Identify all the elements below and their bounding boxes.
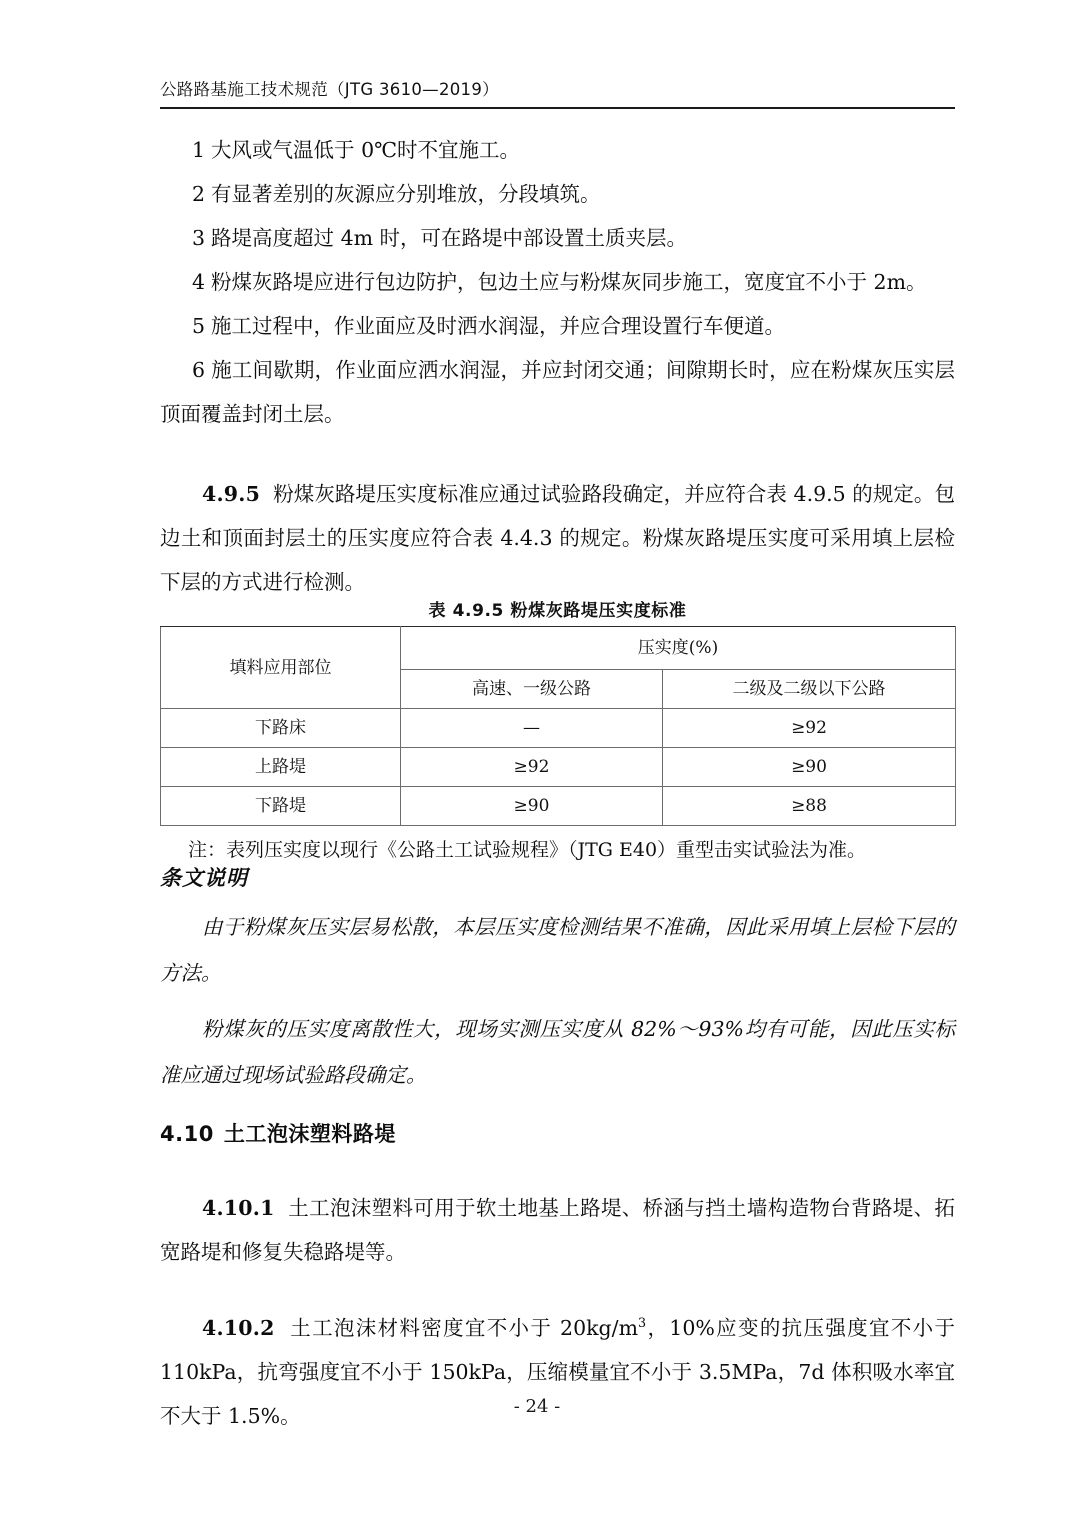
table-header-compaction-group: 压实度(%) (401, 627, 956, 670)
superscript-exponent: 3 (638, 1315, 647, 1331)
table-header-row-1 (161, 627, 956, 670)
list-item (160, 216, 955, 260)
page-footer (0, 1396, 1074, 1417)
clause-4-10-1 (160, 1186, 955, 1274)
table-cell-grade-high: ≥90 (401, 787, 663, 826)
clause-paragraph (160, 1186, 955, 1274)
table-header-highway-class-2: 二级及二级以下公路 (663, 670, 956, 709)
table-cell-part: 下路堤 (161, 787, 401, 826)
running-header-title: 公路路基施工技术规范（JTG 3610—2019） (160, 80, 499, 99)
table-cell-part: 上路堤 (161, 748, 401, 787)
header-divider-rule (160, 107, 955, 109)
section-heading (160, 1118, 955, 1148)
list-item-text: 路堤高度超过 4m 时，可在路堤中部设置土质夹层。 (211, 226, 688, 250)
list-item-marker: 4 (192, 270, 206, 294)
table-cell-part: 下路床 (161, 709, 401, 748)
section-title: 土工泡沫塑料路堤 (223, 1122, 396, 1146)
table-row (161, 787, 956, 826)
explanation-paragraph: 由于粉煤灰压实层易松散，本层压实度检测结果不准确，因此采用填上层检下层的方法。 (160, 915, 955, 985)
clause-text: 土工泡沫塑料可用于软土地基上路堤、桥涵与挡土墙构造物台背路堤、拓宽路堤和修复失稳路堤等。 (160, 1196, 955, 1264)
clause-text-part-2: ，10%应变的抗压强度宜不小于 110kPa，抗弯强度宜不小于 150kPa，压缩模量宜不小于 3.5MPa，7d 体积吸水率宜不大于 1.5%。 (160, 1316, 955, 1428)
table-note: 注：表列压实度以现行《公路土工试验规程》（JTG E40）重型击实试验法为准。 (188, 839, 867, 861)
numbered-list (160, 128, 955, 436)
table-header-filler-part: 填料应用部位 (161, 627, 401, 709)
section-number: 4.10 (160, 1122, 214, 1146)
table-block-4-9-5 (160, 596, 955, 870)
page-number: - 24 - (513, 1396, 561, 1417)
explanation-paragraph: 粉煤灰的压实度离散性大，现场实测压实度从 82%〜93%均有可能，因此压实标准应通过现场试验路段确定。 (160, 1017, 955, 1087)
clause-text-part-1: 土工泡沫材料密度宜不小于 20kg/m (290, 1316, 639, 1340)
clause-text: 粉煤灰路堤压实度标准应通过试验路段确定，并应符合表 4.9.5 的规定。包边土和顶面封层土的压实度应符合表 4.4.3 的规定。粉煤灰路堤压实度可采用填上层检下层的方式进行检测。 (160, 482, 955, 594)
table-cell-grade-low: ≥88 (663, 787, 956, 826)
list-item (160, 172, 955, 216)
explanation-block (160, 862, 955, 1098)
table-cell-grade-high: — (401, 709, 663, 748)
list-item (160, 128, 955, 172)
table-header-highway-class-1: 高速、一级公路 (401, 670, 663, 709)
section-heading-4-10 (160, 1118, 955, 1148)
table-cell-grade-low: ≥92 (663, 709, 956, 748)
list-item-marker: 1 (192, 138, 206, 162)
explanation-heading: 条文说明 (160, 865, 248, 890)
list-item (160, 348, 955, 436)
list-item-text: 粉煤灰路堤应进行包边防护，包边土应与粉煤灰同步施工，宽度宜不小于 2m。 (211, 270, 927, 294)
clause-number: 4.10.2 (202, 1316, 275, 1340)
clause-4-10-2 (160, 1306, 955, 1438)
table-cell-grade-high: ≥92 (401, 748, 663, 787)
clause-paragraph (160, 1306, 955, 1438)
clause-paragraph (160, 472, 955, 604)
list-item-text: 有显著差别的灰源应分别堆放，分段填筑。 (211, 182, 601, 206)
compaction-standard-table (160, 626, 956, 826)
list-item (160, 304, 955, 348)
clause-number: 4.9.5 (202, 482, 261, 506)
list-item-marker: 2 (192, 182, 206, 206)
clause-4-9-5 (160, 472, 955, 604)
clause-number: 4.10.1 (202, 1196, 275, 1220)
list-item-text: 施工间歇期，作业面应洒水润湿，并应封闭交通；间隙期长时，应在粉煤灰压实层顶面覆盖封闭土层。 (160, 358, 955, 426)
table-cell-grade-low: ≥90 (663, 748, 956, 787)
list-item-text: 大风或气温低于 0℃时不宜施工。 (211, 138, 521, 162)
table-caption: 表 4.9.5 粉煤灰路堤压实度标准 (428, 601, 687, 621)
table-row (161, 748, 956, 787)
list-item-marker: 5 (192, 314, 206, 338)
table-row (161, 709, 956, 748)
list-item-marker: 6 (192, 358, 206, 382)
running-header (160, 76, 955, 109)
list-item-text: 施工过程中，作业面应及时洒水润湿，并应合理设置行车便道。 (211, 314, 786, 338)
list-item (160, 260, 955, 304)
list-item-marker: 3 (192, 226, 206, 250)
